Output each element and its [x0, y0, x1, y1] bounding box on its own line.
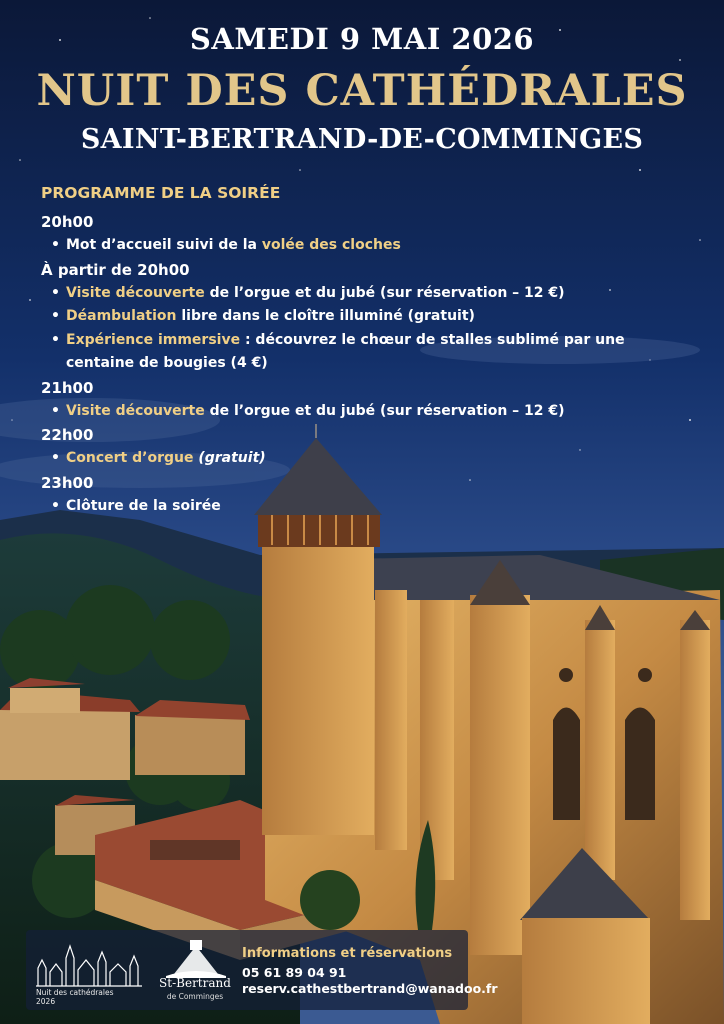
slot-list	[41, 400, 691, 424]
list-item: • Déambulation libre dans le cloître illuminé (gratuit)	[66, 305, 691, 329]
list-item: • Expérience immersive : découvrez le chœur de stalles sublimé par une centaine de bougies (4 €)	[66, 329, 691, 376]
time-slot: 22h00	[41, 426, 94, 444]
program-section	[41, 182, 691, 518]
time-slot: 23h00	[41, 473, 94, 492]
slot-list	[41, 282, 691, 376]
event-date: SAMEDI 9 MAI 2026	[189, 22, 535, 56]
slot-list	[41, 447, 691, 471]
slot-list	[41, 234, 691, 258]
email-address[interactable]: reserv.cathestbertrand@wanadoo.fr	[242, 981, 498, 996]
slot-list	[41, 495, 691, 519]
list-item: • Concert d’orgue (gratuit)	[66, 447, 691, 471]
list-item: • Visite découverte de l’orgue et du jubé (sur réservation – 12 €)	[66, 400, 691, 424]
info-heading: Informations et réservations	[242, 946, 453, 961]
time-slot: 20h00	[41, 213, 94, 231]
time-slot: À partir de 20h00	[41, 260, 190, 279]
event-title: NUIT DES CATHÉDRALES	[36, 66, 688, 116]
footer-info-panel	[26, 930, 498, 1010]
list-item: • Visite découverte de l’orgue et du jubé (sur réservation – 12 €)	[66, 282, 691, 306]
list-item: • Clôture de la soirée	[66, 495, 691, 519]
saint-bertrand-logo-name: St-Bertrand	[159, 976, 231, 990]
phone-number[interactable]: 05 61 89 04 91	[242, 965, 347, 980]
saint-bertrand-logo-subtitle: de Comminges	[166, 992, 224, 1001]
list-item: • Mot d’accueil suivi de la volée des cloches	[66, 234, 691, 258]
nuit-logo-caption: Nuit des cathédrales 2026	[36, 988, 114, 1006]
event-location: SAINT-BERTRAND-DE-COMMINGES	[80, 124, 644, 155]
time-slot: 21h00	[41, 378, 94, 397]
program-heading: PROGRAMME DE LA SOIRÉE	[41, 184, 281, 202]
